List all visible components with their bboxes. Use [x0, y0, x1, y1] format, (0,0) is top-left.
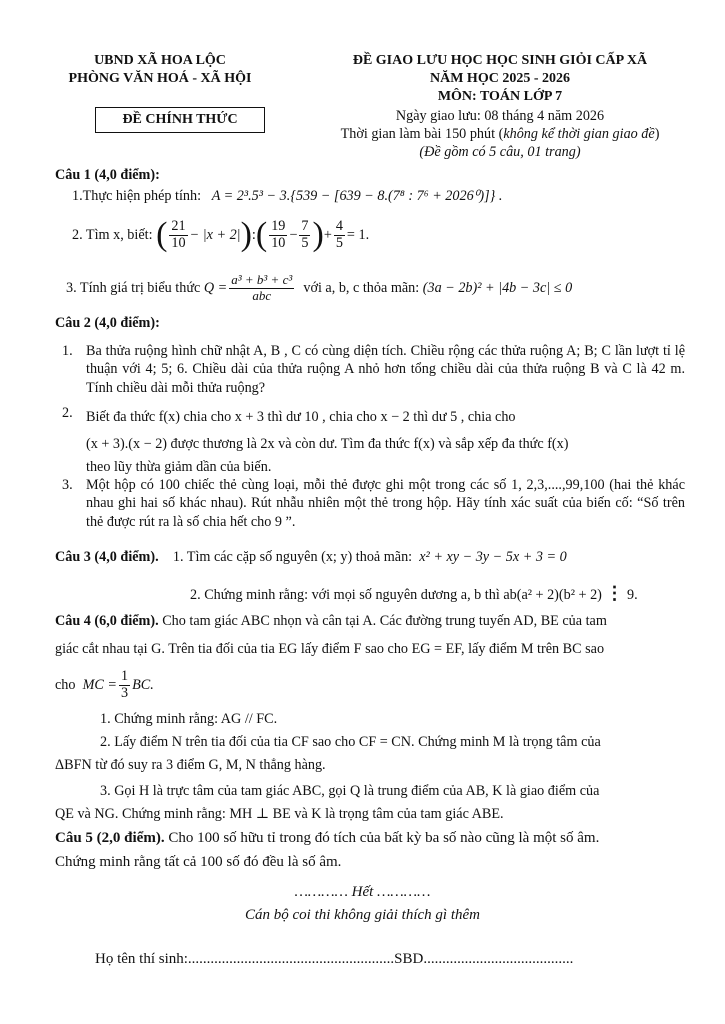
- exam-duration: Thời gian làm bài 150 phút (không kể thời gian giao đề): [340, 126, 660, 142]
- q2-item-1: 1. Ba thửa ruộng hình chữ nhật A, B , C có cùng diện tích. Chiều rộng các thửa ruộng A; B; C lần lượt tỉ lệ thuận với 4; 5; 6. Chiều dài của thửa ruộng A nhỏ hơn tổng chiều dài của thửa ruộng B và C là 42 m. Tính chiều dài mỗi thửa ruộng?: [62, 343, 685, 396]
- pages-note: (Đề gồm có 5 câu, 01 trang): [419, 144, 581, 160]
- exam-title: ĐỀ GIAO LƯU HỌC HỌC SINH GIỎI CẤP XÃ: [352, 53, 648, 68]
- q5-line1: Câu 5 (2,0 điểm). Cho 100 số hữu tỉ trong đó tích của bất kỳ ba số nào cũng là một số âm.: [55, 830, 600, 846]
- student-info-line: Họ tên thí sinh:.......................................................SBD........................................: [95, 951, 574, 967]
- q4-intro-line3: cho MC = $\frac{1}{3}$ BC.: [55, 667, 154, 701]
- q4-intro-line2: giác cắt nhau tại G. Trên tia đối của tia EG lấy điểm F sao cho EG = EF, lấy điểm M trên BC sao: [55, 641, 605, 657]
- question-3-title: Câu 3 (4,0 điểm).: [55, 549, 159, 565]
- q4-part1: 1. Chứng minh rằng: AG // FC.: [100, 711, 278, 727]
- q2-item-2: 2. Biết đa thức f(x) chia cho x + 3 thì dư 10 , chia cho x − 2 thì dư 5 , chia cho (x + 3).(x − 2) được thương là 2x và còn dư. Tìm đa thức f(x) và sắp xếp đa thức f(x) theo lũy thừa giảm dần của biến.: [62, 405, 569, 475]
- q1-part3: 3. Tính giá trị biểu thức Q = $\frac{\text{a³ + b³ + c³}}{\text{abc}}$ với a, b, c thỏa mãn: (3a − 2b)² + |4b − 3c| ≤ 0: [66, 272, 573, 303]
- q1-part2: 2. Tìm x, biết: ( $\frac{21}{10}$ − |x + 2| ) : ( $\frac{19}{10}$ − $\frac{7}{5}$ ) + $\frac{4}{5}$ = 1.: [72, 216, 370, 253]
- subject: MÔN: TOÁN LỚP 7: [437, 89, 563, 104]
- exam-date: Ngày giao lưu: 08 tháng 4 năm 2026: [395, 108, 605, 124]
- official-exam-box: ĐỀ CHÍNH THỨC: [95, 107, 265, 133]
- q4-part2-line1: 2. Lấy điểm N trên tia đối của tia CF sao cho CF = CN. Chứng minh M là trọng tâm của: [100, 734, 601, 750]
- q1-part1: 1.Thực hiện phép tính: A = 2³.5³ − 3.{539 − [639 − 8.(7⁸ : 7⁶ + 2026⁰)]} .: [72, 188, 503, 204]
- q2-item-3: 3. Một hộp có 100 chiếc thẻ cùng loại, mỗi thẻ được ghi một trong các số 1, 2,3,....,99,100 (hai thẻ khác nhau ghi hai số khác nhau). Rút nhẫu nhiên một thẻ trong hộp. Hãy tính xác suất của biến cố: “Số trên thẻ được rút ra là số chia hết cho 9 ”.: [62, 477, 685, 530]
- q5-line2: Chứng minh rằng tất cả 100 số đó đều là số âm.: [55, 854, 342, 870]
- q1-expression: A = 2³.5³ − 3.{539 − [639 − 8.(7⁸ : 7⁶ + 2026⁰)]} .: [211, 188, 503, 204]
- school-year: NĂM HỌC 2025 - 2026: [430, 71, 570, 86]
- school-name: UBND XÃ HOA LỘC: [94, 53, 226, 68]
- q3-part2: 2. Chứng minh rằng: với mọi số nguyên dương a, b thì ab(a² + 2)(b² + 2) ⋮ 9.: [190, 583, 638, 603]
- q4-part3-line2: QE và NG. Chứng minh rằng: MH ⊥ BE và K là trọng tâm của tam giác ABE.: [55, 806, 504, 822]
- question-5-title: Câu 5 (2,0 điểm).: [55, 830, 165, 846]
- question-1-title: Câu 1 (4,0 điểm):: [55, 167, 160, 183]
- question-4-title: Câu 4 (6,0 điểm).: [55, 613, 159, 629]
- invigilator-note: Cán bộ coi thi không giải thích gì thêm: [245, 907, 480, 923]
- q4-intro-line1: Câu 4 (6,0 điểm). Cho tam giác ABC nhọn và cân tại A. Các đường trung tuyến AD, BE của tam: [55, 613, 607, 629]
- department-name: PHÒNG VĂN HOÁ - XÃ HỘI: [68, 71, 252, 86]
- q4-part2-line2: ΔBFN từ đó suy ra 3 điểm G, M, N thẳng hàng.: [55, 757, 326, 773]
- question-2-title: Câu 2 (4,0 điểm):: [55, 315, 160, 331]
- end-marker: ………… Hết …………: [294, 884, 431, 900]
- q4-part3-line1: 3. Gọi H là trực tâm của tam giác ABC, gọi Q là trung điểm của AB, K là giao điểm của: [100, 783, 600, 799]
- q3-part1: Câu 3 (4,0 điểm). 1. Tìm các cặp số nguyên (x; y) thoả mãn: x² + xy − 3y − 5x + 3 = 0: [55, 549, 567, 565]
